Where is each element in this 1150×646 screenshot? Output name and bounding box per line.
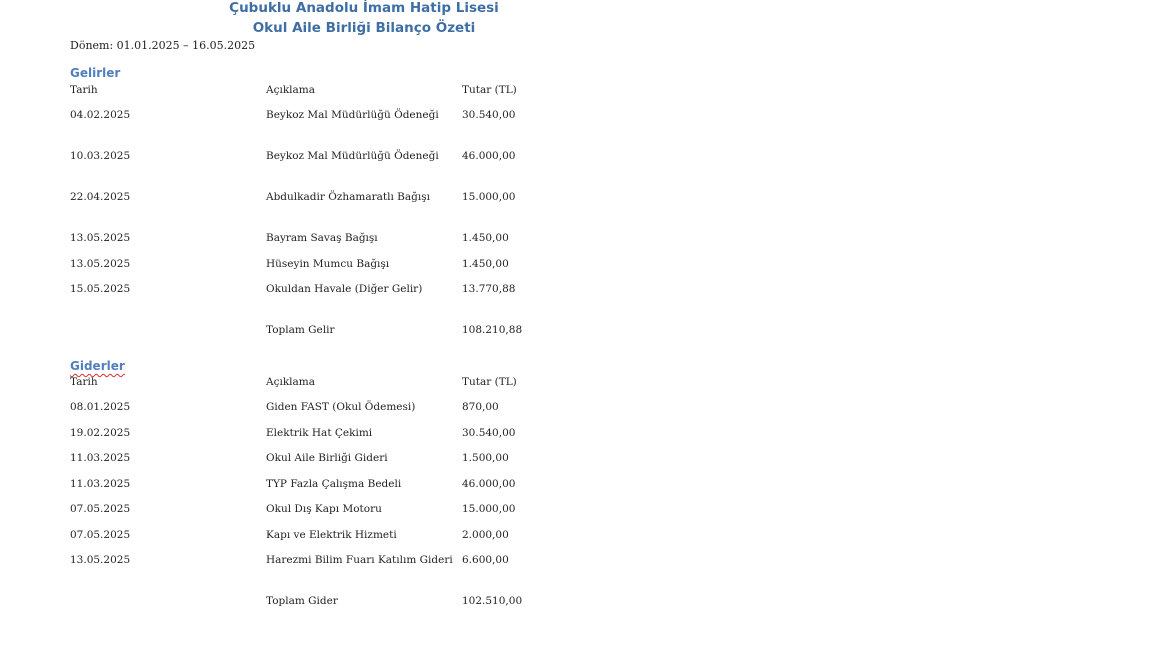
expenses-row-desc: Harezmi Bilim Fuarı Katılım Gideri [266,554,453,566]
income-row-amount: 30.540,00 [462,109,516,121]
income-col-date: Tarih [70,84,98,96]
income-row [70,190,570,231]
income-row-amount: 15.000,00 [462,191,516,203]
expenses-table [70,375,570,620]
expenses-row [70,477,570,503]
expenses-row-desc: Okul Dış Kapı Motoru [266,503,382,515]
expenses-row [70,528,570,554]
expenses-row-date: 08.01.2025 [70,401,131,413]
expenses-total-amount: 102.510,00 [462,595,523,607]
expenses-heading: Giderler [70,359,125,373]
expenses-col-amount: Tutar (TL) [462,376,517,388]
expenses-row-amount: 870,00 [462,401,499,413]
expenses-row-desc: Okul Aile Birliği Gideri [266,452,388,464]
income-row-amount: 1.450,00 [462,257,509,270]
income-row [70,257,570,283]
income-row [70,149,570,190]
income-row-date: 04.02.2025 [70,109,131,121]
income-row-desc: Hüseyin Mumcu Bağışı [266,257,390,270]
income-row-date: 10.03.2025 [70,150,131,162]
expenses-row-date: 07.05.2025 [70,503,131,515]
expenses-row-date: 19.02.2025 [70,426,131,439]
expenses-row-amount: 46.000,00 [462,477,516,490]
expenses-row-date: 07.05.2025 [70,528,131,541]
report-period: Dönem: 01.01.2025 – 16.05.2025 [70,39,256,52]
income-row-amount: 46.000,00 [462,150,516,162]
report-title: Okul Aile Birliği Bilanço Özeti [252,20,476,36]
expenses-row-amount: 1.500,00 [462,452,509,464]
expenses-row [70,451,570,477]
income-heading: Gelirler [70,66,121,80]
expenses-header-row [70,375,570,400]
expenses-row-desc: Kapı ve Elektrik Hizmeti [266,528,397,541]
income-col-amount: Tutar (TL) [462,84,517,96]
expenses-row [70,502,570,528]
income-row-desc: Beykoz Mal Müdürlüğü Ödeneği [266,150,439,162]
income-header-row [70,83,570,108]
expenses-total-label: Toplam Gider [266,595,338,607]
expenses-col-desc: Açıklama [266,376,316,388]
income-row [70,231,570,257]
expenses-row-desc: TYP Fazla Çalışma Bedeli [266,477,402,490]
income-total-label: Toplam Gelir [266,324,335,336]
expenses-row-date: 13.05.2025 [70,554,131,566]
income-row-date: 15.05.2025 [70,283,131,295]
expenses-row-amount: 15.000,00 [462,503,516,515]
income-row-desc: Abdulkadir Özhamaratlı Bağışı [266,191,430,203]
income-row-date: 22.04.2025 [70,191,131,203]
income-col-desc: Açıklama [266,84,316,96]
income-row-date: 13.05.2025 [70,257,131,270]
income-total-row [70,323,570,349]
expenses-row-amount: 2.000,00 [462,528,509,541]
income-row-desc: Bayram Savaş Bağışı [266,232,378,244]
expenses-row-date: 11.03.2025 [70,477,131,490]
income-row-amount: 1.450,00 [462,232,509,244]
income-row-date: 13.05.2025 [70,232,131,244]
income-row-desc: Beykoz Mal Müdürlüğü Ödeneği [266,109,439,121]
expenses-row [70,400,570,426]
expenses-row-desc: Elektrik Hat Çekimi [266,426,373,439]
expenses-row-amount: 30.540,00 [462,426,516,439]
expenses-total-row [70,594,570,620]
expenses-row-desc: Giden FAST (Okul Ödemesi) [266,401,416,413]
income-total-amount: 108.210,88 [462,324,523,336]
income-row [70,108,570,149]
income-table [70,83,570,349]
income-row-amount: 13.770,88 [462,283,516,295]
expenses-col-date: Tarih [70,376,98,388]
expenses-row [70,426,570,452]
expenses-row-amount: 6.600,00 [462,554,509,566]
expenses-row [70,553,570,594]
income-row [70,282,570,323]
school-name: Çubuklu Anadolu İmam Hatip Lisesi [229,0,499,16]
expenses-row-date: 11.03.2025 [70,452,131,464]
income-row-desc: Okuldan Havale (Diğer Gelir) [266,283,423,295]
